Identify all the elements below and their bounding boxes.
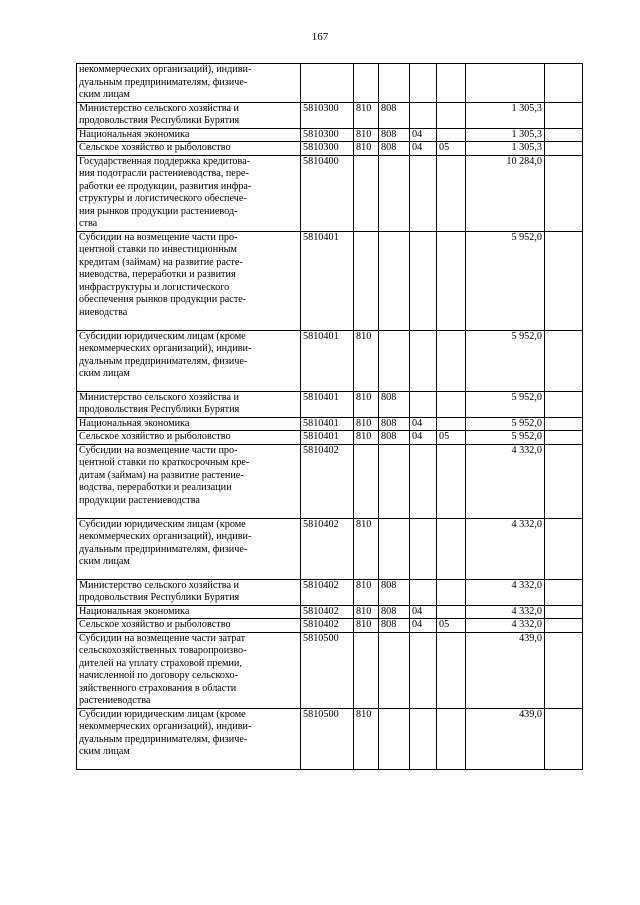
table-row — [77, 708, 583, 769]
ministry-code — [379, 708, 410, 769]
item-name: Субсидии на возмещение части про- центной ставки по краткосрочным кре- дитам (займам) на развитие растение- водства, переработки и реализации продукции растениеводства — [77, 444, 301, 518]
target-article-code: 5810402 — [301, 605, 354, 619]
target-article-code: 5810402 — [301, 579, 354, 605]
subsection-code — [437, 579, 466, 605]
section-code: 04 — [410, 142, 437, 156]
budget-table — [76, 63, 583, 770]
ministry-code — [379, 231, 410, 330]
item-name: Национальная экономика — [77, 128, 301, 142]
ministry-code — [379, 518, 410, 579]
ministry-code: 808 — [379, 142, 410, 156]
amount: 1 305,3 — [466, 142, 545, 156]
expense-type-code — [354, 632, 379, 708]
table-row — [77, 142, 583, 156]
subsection-code — [437, 417, 466, 431]
item-name: некоммерческих организаций), индиви- дуальным предпринимателям, физиче- ским лицам — [77, 64, 301, 103]
section-code — [410, 102, 437, 128]
empty-cell — [545, 605, 583, 619]
expense-type-code: 810 — [354, 431, 379, 445]
ministry-code: 808 — [379, 431, 410, 445]
item-name: Национальная экономика — [77, 417, 301, 431]
item-name: Сельское хозяйство и рыболовство — [77, 142, 301, 156]
ministry-code — [379, 330, 410, 391]
table-row — [77, 417, 583, 431]
empty-cell — [545, 155, 583, 231]
target-article-code: 5810300 — [301, 142, 354, 156]
amount: 5 952,0 — [466, 330, 545, 391]
ministry-code: 808 — [379, 417, 410, 431]
table-row — [77, 444, 583, 518]
subsection-code — [437, 605, 466, 619]
target-article-code: 5810400 — [301, 155, 354, 231]
expense-type-code: 810 — [354, 330, 379, 391]
section-code: 04 — [410, 128, 437, 142]
empty-cell — [545, 417, 583, 431]
section-code — [410, 391, 437, 417]
ministry-code: 808 — [379, 102, 410, 128]
expense-type-code — [354, 231, 379, 330]
expense-type-code: 810 — [354, 128, 379, 142]
target-article-code: 5810500 — [301, 708, 354, 769]
section-code: 04 — [410, 619, 437, 633]
empty-cell — [545, 619, 583, 633]
section-code — [410, 518, 437, 579]
amount: 5 952,0 — [466, 391, 545, 417]
item-name: Субсидии на возмещение части затрат сельскохозяйственных товаропроизво- дителей на уплату страховой премии, начисленной по договору сельскохо- зяйственного страхования в области растениеводства — [77, 632, 301, 708]
target-article-code: 5810401 — [301, 417, 354, 431]
section-code — [410, 64, 437, 103]
ministry-code — [379, 632, 410, 708]
empty-cell — [545, 102, 583, 128]
subsection-code: 05 — [437, 142, 466, 156]
item-name: Национальная экономика — [77, 605, 301, 619]
expense-type-code: 810 — [354, 579, 379, 605]
target-article-code: 5810401 — [301, 431, 354, 445]
target-article-code: 5810402 — [301, 444, 354, 518]
table-row — [77, 155, 583, 231]
amount: 1 305,3 — [466, 102, 545, 128]
amount: 4 332,0 — [466, 444, 545, 518]
amount: 4 332,0 — [466, 605, 545, 619]
subsection-code: 05 — [437, 619, 466, 633]
amount: 4 332,0 — [466, 579, 545, 605]
empty-cell — [545, 579, 583, 605]
section-code: 04 — [410, 431, 437, 445]
target-article-code: 5810401 — [301, 231, 354, 330]
table-row — [77, 102, 583, 128]
section-code: 04 — [410, 417, 437, 431]
item-name: Государственная поддержка кредитова- ния подотрасли растениеводства, пере- работки ее продукции, развития инфра- структуры и логистического обеспече- ния рынков продукции растениевод- ства — [77, 155, 301, 231]
section-code — [410, 155, 437, 231]
subsection-code — [437, 518, 466, 579]
table-row — [77, 605, 583, 619]
subsection-code — [437, 102, 466, 128]
empty-cell — [545, 64, 583, 103]
amount: 5 952,0 — [466, 231, 545, 330]
expense-type-code — [354, 444, 379, 518]
subsection-code — [437, 391, 466, 417]
item-name: Сельское хозяйство и рыболовство — [77, 431, 301, 445]
expense-type-code: 810 — [354, 142, 379, 156]
budget-table-body — [77, 64, 583, 770]
table-row — [77, 619, 583, 633]
subsection-code — [437, 632, 466, 708]
ministry-code: 808 — [379, 391, 410, 417]
expense-type-code — [354, 64, 379, 103]
subsection-code — [437, 330, 466, 391]
subsection-code — [437, 708, 466, 769]
table-row — [77, 579, 583, 605]
expense-type-code — [354, 155, 379, 231]
empty-cell — [545, 391, 583, 417]
amount — [466, 64, 545, 103]
table-row — [77, 330, 583, 391]
page-number: 167 — [311, 31, 329, 43]
expense-type-code: 810 — [354, 708, 379, 769]
amount: 10 284,0 — [466, 155, 545, 231]
amount: 439,0 — [466, 632, 545, 708]
item-name: Министерство сельского хозяйства и продовольствия Республики Бурятия — [77, 102, 301, 128]
target-article-code: 5810401 — [301, 391, 354, 417]
subsection-code: 05 — [437, 431, 466, 445]
table-row — [77, 632, 583, 708]
table-row — [77, 391, 583, 417]
target-article-code: 5810402 — [301, 619, 354, 633]
empty-cell — [545, 444, 583, 518]
expense-type-code: 810 — [354, 417, 379, 431]
amount: 5 952,0 — [466, 431, 545, 445]
expense-type-code: 810 — [354, 518, 379, 579]
empty-cell — [545, 128, 583, 142]
table-row — [77, 128, 583, 142]
target-article-code: 5810300 — [301, 102, 354, 128]
table-row — [77, 231, 583, 330]
amount: 4 332,0 — [466, 619, 545, 633]
amount: 4 332,0 — [466, 518, 545, 579]
section-code — [410, 632, 437, 708]
empty-cell — [545, 431, 583, 445]
empty-cell — [545, 632, 583, 708]
empty-cell — [545, 330, 583, 391]
target-article-code: 5810402 — [301, 518, 354, 579]
amount: 439,0 — [466, 708, 545, 769]
section-code — [410, 708, 437, 769]
ministry-code — [379, 444, 410, 518]
item-name: Субсидии юридическим лицам (кроме некоммерческих организаций), индиви- дуальным предпринимателям, физиче- ским лицам — [77, 708, 301, 769]
item-name: Субсидии юридическим лицам (кроме некоммерческих организаций), индиви- дуальным предпринимателям, физиче- ским лицам — [77, 330, 301, 391]
expense-type-code: 810 — [354, 391, 379, 417]
table-row — [77, 64, 583, 103]
empty-cell — [545, 708, 583, 769]
amount: 5 952,0 — [466, 417, 545, 431]
subsection-code — [437, 231, 466, 330]
empty-cell — [545, 231, 583, 330]
item-name: Сельское хозяйство и рыболовство — [77, 619, 301, 633]
target-article-code: 5810401 — [301, 330, 354, 391]
item-name: Субсидии юридическим лицам (кроме некоммерческих организаций), индиви- дуальным предпринимателям, физиче- ским лицам — [77, 518, 301, 579]
section-code — [410, 330, 437, 391]
expense-type-code: 810 — [354, 102, 379, 128]
ministry-code: 808 — [379, 128, 410, 142]
ministry-code: 808 — [379, 619, 410, 633]
target-article-code — [301, 64, 354, 103]
item-name: Субсидии на возмещение части про- центной ставки по инвестиционным кредитам (займам) на развитие расте- ниеводства, переработки и развития инфраструктуры и логистического обеспечения рынков продукции расте- ниеводства — [77, 231, 301, 330]
expense-type-code: 810 — [354, 619, 379, 633]
expense-type-code: 810 — [354, 605, 379, 619]
item-name: Министерство сельского хозяйства и продовольствия Республики Бурятия — [77, 579, 301, 605]
empty-cell — [545, 142, 583, 156]
target-article-code: 5810300 — [301, 128, 354, 142]
subsection-code — [437, 64, 466, 103]
section-code — [410, 444, 437, 518]
subsection-code — [437, 444, 466, 518]
empty-cell — [545, 518, 583, 579]
section-code — [410, 231, 437, 330]
section-code: 04 — [410, 605, 437, 619]
ministry-code — [379, 155, 410, 231]
subsection-code — [437, 155, 466, 231]
item-name: Министерство сельского хозяйства и продовольствия Республики Бурятия — [77, 391, 301, 417]
section-code — [410, 579, 437, 605]
subsection-code — [437, 128, 466, 142]
table-row — [77, 518, 583, 579]
ministry-code — [379, 64, 410, 103]
ministry-code: 808 — [379, 579, 410, 605]
target-article-code: 5810500 — [301, 632, 354, 708]
table-row — [77, 431, 583, 445]
amount: 1 305,3 — [466, 128, 545, 142]
ministry-code: 808 — [379, 605, 410, 619]
